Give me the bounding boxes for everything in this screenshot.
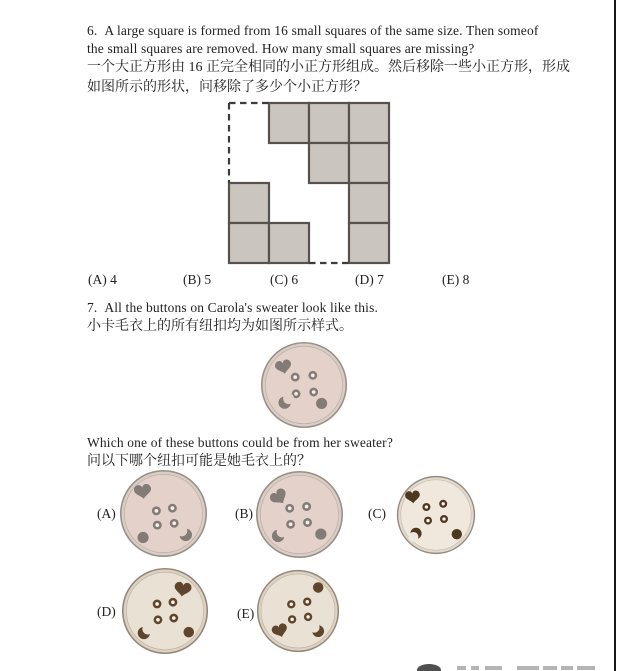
watermark-text-fragment bbox=[517, 666, 539, 670]
q6-option-b: (B) 5 bbox=[183, 272, 212, 287]
q7-option-d-button-image bbox=[121, 567, 209, 655]
q7-option-d-label: (D) bbox=[97, 604, 116, 619]
watermark-text-fragment bbox=[543, 666, 557, 670]
watermark-logo-fragment bbox=[417, 664, 441, 671]
q7-option-b-label: (B) bbox=[235, 506, 253, 521]
question-6-block bbox=[87, 22, 570, 97]
q7-option-a-label: (A) bbox=[97, 506, 116, 521]
page-edge-line bbox=[614, 0, 616, 671]
watermark-partial bbox=[417, 664, 599, 671]
watermark-text-fragment bbox=[577, 666, 595, 670]
q6-grid-diagram bbox=[226, 100, 392, 266]
watermark-text-fragment bbox=[471, 666, 479, 670]
q6-option-e: (E) 8 bbox=[442, 272, 470, 287]
q7-intro-en: 7. All the buttons on Carola's sweater look like this. bbox=[87, 300, 378, 315]
q6-text-cn-line1: 一个大正方形由 16 正完全相同的小正方形组成。然后移除一些小正方形，形成 bbox=[87, 60, 570, 75]
q7-question-cn: 问以下哪个纽扣可能是她毛衣上的？ bbox=[87, 454, 311, 469]
watermark-text-fragment bbox=[561, 666, 573, 670]
q6-text-en-line1: 6. A large square is formed from 16 small squares of the same size. Then someof bbox=[87, 23, 539, 38]
q7-sample-button-image bbox=[260, 341, 348, 429]
q7-option-e-label: (E) bbox=[237, 606, 255, 621]
q7-intro-cn: 小卡毛衣上的所有纽扣均为如图所示样式。 bbox=[87, 319, 353, 334]
q7-option-c-label: (C) bbox=[368, 506, 386, 521]
question-7-prompt bbox=[87, 434, 393, 472]
watermark-text-fragment bbox=[457, 666, 466, 670]
q6-text-en-line2: the small squares are removed. How many small squares are missing? bbox=[87, 41, 475, 56]
q7-option-e-button-image bbox=[256, 569, 340, 653]
q7-option-a-button-image bbox=[119, 469, 208, 558]
watermark-text-fragment bbox=[485, 666, 502, 670]
q7-option-c-button-image bbox=[396, 475, 476, 555]
q6-option-c: (C) 6 bbox=[270, 272, 299, 287]
question-7-intro bbox=[87, 299, 378, 337]
q7-question-en: Which one of these buttons could be from her sweater? bbox=[87, 435, 393, 450]
q6-text-cn-line2: 如图所示的形状，问移除了多少个小正方形？ bbox=[87, 79, 367, 95]
q6-option-d: (D) 7 bbox=[355, 272, 384, 287]
q7-option-b-button-image bbox=[255, 470, 344, 559]
q6-option-a: (A) 4 bbox=[88, 272, 117, 287]
